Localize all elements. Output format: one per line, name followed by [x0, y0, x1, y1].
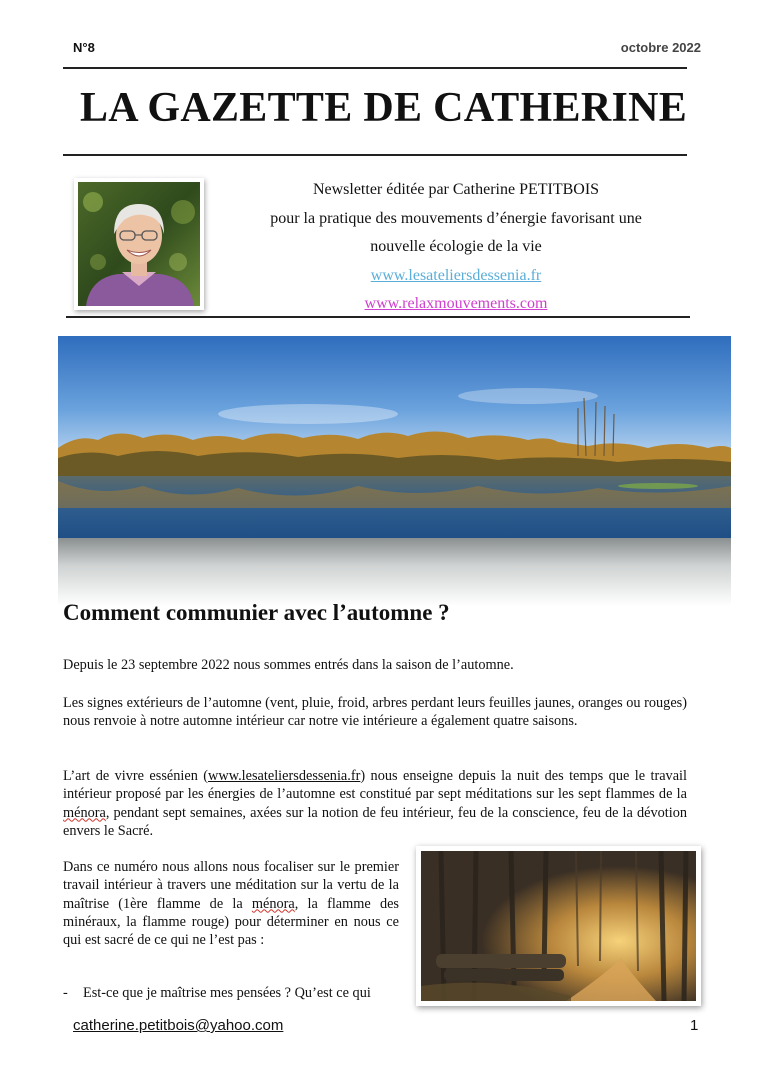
paragraph-3-link[interactable]: www.lesateliersdessenia.fr — [208, 768, 361, 784]
intro-line-1: Newsletter éditée par Catherine PETITBOIS — [312, 181, 600, 198]
paragraph-3 — [63, 767, 687, 840]
title-rule — [63, 154, 687, 156]
list-item — [63, 985, 371, 1002]
paragraph-4-text-a: Dans ce numéro nous allons nous focaliser sur le premier travail intérieur à travers une méditation sur la vertu de la maîtrise (1ère flamme de la — [63, 859, 399, 912]
author-photo — [74, 178, 204, 310]
website-link-relax[interactable]: www.relaxmouvements.com — [364, 295, 548, 312]
gazette-title: LA GAZETTE DE CATHERINE — [79, 85, 688, 131]
paragraph-2: Les signes extérieurs de l’automne (vent, pluie, froid, arbres perdant leurs feuilles jaunes, oranges ou rouges) nous renvoie à notre automne intérieur car notre vie intérieure a également quatre saisons. — [63, 695, 687, 730]
paragraph-3-text-a: L’art de vivre essénien ( — [63, 768, 209, 784]
paragraph-4-menora: ménora — [251, 895, 295, 912]
footer-email[interactable]: catherine.petitbois@yahoo.com — [73, 1017, 284, 1034]
paragraph-1: Depuis le 23 septembre 2022 nous sommes entrés dans la saison de l’automne. — [63, 657, 514, 673]
paragraph-3-text-b: ) nous enseigne depuis la nuit des temps que le travail intérieur proposé par les énergies de l’automne est constitué par sept méditations sur les sept flammes de la — [63, 768, 687, 803]
article-heading: Comment communier avec l’automne ? — [63, 600, 450, 625]
list-dash: - — [63, 985, 68, 1001]
issue-number: N°8 — [73, 40, 95, 55]
intro-rule — [66, 316, 690, 318]
top-rule — [63, 67, 687, 69]
intro-line-2: pour la pratique des mouvements d’énergie favorisant une — [270, 209, 642, 227]
paragraph-3-text-c: , pendant sept semaines, axées sur la notion de feu intérieur, feu de la conscience, feu de la dévotion envers le Sacré. — [63, 804, 687, 839]
newsletter-intro — [236, 176, 676, 319]
paragraph-3-menora: ménora — [63, 804, 106, 821]
issue-date: octobre 2022 — [620, 40, 701, 55]
paragraph-4-text-b: , la flamme des minéraux, la flamme rouge) pour déterminer en nous ce qui est sacré de ce qui ne l’est pas : — [63, 895, 400, 949]
website-link-ateliers[interactable]: www.lesateliersdessenia.fr — [370, 266, 542, 284]
paragraph-4 — [63, 858, 399, 949]
forest-path-photo — [416, 846, 701, 1006]
list-item-text: Est-ce que je maîtrise mes pensées ? Qu’est ce qui — [83, 985, 371, 1001]
intro-line-3: nouvelle écologie de la vie — [370, 238, 542, 255]
page-number: 1 — [690, 1017, 699, 1034]
autumn-lake-banner — [58, 336, 731, 606]
